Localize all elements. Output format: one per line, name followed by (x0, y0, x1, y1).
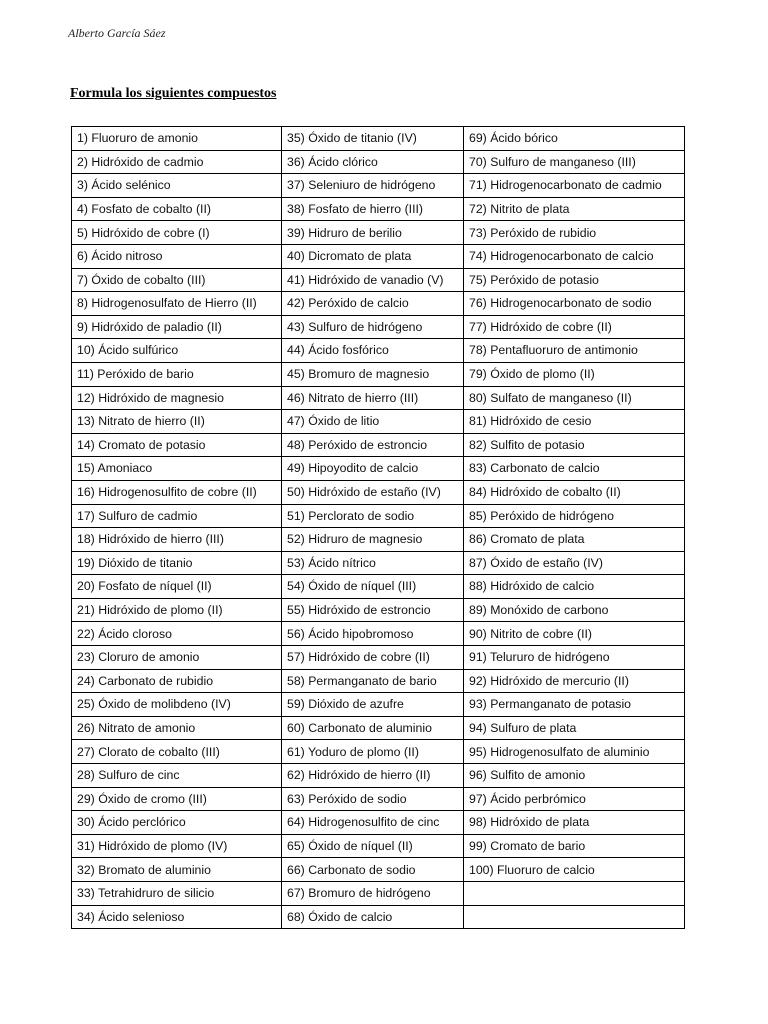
compound-cell: 64) Hidrogenosulfito de cinc (282, 811, 464, 835)
compound-cell: 47) Óxido de litio (282, 410, 464, 434)
author-name: Alberto García Sáez (68, 26, 166, 40)
compound-cell: 83) Carbonato de calcio (464, 457, 685, 481)
table-row (72, 362, 685, 386)
compound-cell: 46) Nitrato de hierro (III) (282, 386, 464, 410)
table-row (72, 244, 685, 268)
compound-cell: 99) Cromato de bario (464, 834, 685, 858)
compound-cell: 55) Hidróxido de estroncio (282, 598, 464, 622)
compound-cell (464, 905, 685, 929)
compound-cell: 75) Peróxido de potasio (464, 268, 685, 292)
compound-cell: 48) Peróxido de estroncio (282, 433, 464, 457)
compound-cell: 93) Permanganato de potasio (464, 693, 685, 717)
compound-cell: 49) Hipoyodito de calcio (282, 457, 464, 481)
compound-cell: 73) Peróxido de rubidio (464, 221, 685, 245)
table-row (72, 268, 685, 292)
table-row (72, 858, 685, 882)
compound-cell: 7) Óxido de cobalto (III) (72, 268, 282, 292)
compound-cell: 90) Nitrito de cobre (II) (464, 622, 685, 646)
compound-cell: 68) Óxido de calcio (282, 905, 464, 929)
table-row (72, 740, 685, 764)
compound-cell: 58) Permanganato de bario (282, 669, 464, 693)
table-row (72, 669, 685, 693)
table-row (72, 315, 685, 339)
compound-cell: 79) Óxido de plomo (II) (464, 362, 685, 386)
compound-cell: 17) Sulfuro de cadmio (72, 504, 282, 528)
table-row (72, 646, 685, 670)
compound-cell: 16) Hidrogenosulfito de cobre (II) (72, 480, 282, 504)
compound-cell: 63) Peróxido de sodio (282, 787, 464, 811)
compound-cell: 85) Peróxido de hidrógeno (464, 504, 685, 528)
compound-cell: 51) Perclorato de sodio (282, 504, 464, 528)
compound-cell: 57) Hidróxido de cobre (II) (282, 646, 464, 670)
table-row (72, 716, 685, 740)
table-row (72, 197, 685, 221)
compound-cell: 10) Ácido sulfúrico (72, 339, 282, 363)
compound-cell: 74) Hidrogenocarbonato de calcio (464, 244, 685, 268)
compound-cell: 20) Fosfato de níquel (II) (72, 575, 282, 599)
compound-cell: 15) Amoniaco (72, 457, 282, 481)
compound-cell: 39) Hidruro de berilio (282, 221, 464, 245)
table-row (72, 339, 685, 363)
compound-cell: 42) Peróxido de calcio (282, 292, 464, 316)
table-row (72, 622, 685, 646)
table-row (72, 905, 685, 929)
compound-cell: 25) Óxido de molibdeno (IV) (72, 693, 282, 717)
compound-cell: 19) Dióxido de titanio (72, 551, 282, 575)
table-row (72, 598, 685, 622)
compound-cell: 29) Óxido de cromo (III) (72, 787, 282, 811)
compound-cell: 5) Hidróxido de cobre (I) (72, 221, 282, 245)
compound-cell: 31) Hidróxido de plomo (IV) (72, 834, 282, 858)
compound-cell: 44) Ácido fosfórico (282, 339, 464, 363)
compounds-table-body (72, 127, 685, 929)
compound-cell: 61) Yoduro de plomo (II) (282, 740, 464, 764)
compound-cell: 95) Hidrogenosulfato de aluminio (464, 740, 685, 764)
compound-cell: 22) Ácido cloroso (72, 622, 282, 646)
compound-cell: 50) Hidróxido de estaño (IV) (282, 480, 464, 504)
compound-cell: 67) Bromuro de hidrógeno (282, 882, 464, 906)
compound-cell: 87) Óxido de estaño (IV) (464, 551, 685, 575)
table-row (72, 433, 685, 457)
compound-cell: 8) Hidrogenosulfato de Hierro (II) (72, 292, 282, 316)
table-row (72, 551, 685, 575)
compound-cell: 32) Bromato de aluminio (72, 858, 282, 882)
compound-cell: 82) Sulfito de potasio (464, 433, 685, 457)
compound-cell: 2) Hidróxido de cadmio (72, 150, 282, 174)
compound-cell: 81) Hidróxido de cesio (464, 410, 685, 434)
compound-cell: 76) Hidrogenocarbonato de sodio (464, 292, 685, 316)
compounds-table (71, 126, 685, 929)
table-row (72, 150, 685, 174)
compound-cell: 36) Ácido clórico (282, 150, 464, 174)
compound-cell: 53) Ácido nítrico (282, 551, 464, 575)
table-row (72, 127, 685, 151)
compound-cell: 43) Sulfuro de hidrógeno (282, 315, 464, 339)
compound-cell: 37) Seleniuro de hidrógeno (282, 174, 464, 198)
table-row (72, 457, 685, 481)
compound-cell: 56) Ácido hipobromoso (282, 622, 464, 646)
compound-cell: 84) Hidróxido de cobalto (II) (464, 480, 685, 504)
compound-cell: 80) Sulfato de manganeso (II) (464, 386, 685, 410)
table-row (72, 528, 685, 552)
compound-cell: 91) Telururo de hidrógeno (464, 646, 685, 670)
table-row (72, 292, 685, 316)
compound-cell: 77) Hidróxido de cobre (II) (464, 315, 685, 339)
compound-cell: 21) Hidróxido de plomo (II) (72, 598, 282, 622)
compound-cell: 45) Bromuro de magnesio (282, 362, 464, 386)
compound-cell: 33) Tetrahidruro de silicio (72, 882, 282, 906)
compound-cell: 62) Hidróxido de hierro (II) (282, 764, 464, 788)
compound-cell: 3) Ácido selénico (72, 174, 282, 198)
compound-cell: 98) Hidróxido de plata (464, 811, 685, 835)
compound-cell: 86) Cromato de plata (464, 528, 685, 552)
compound-cell: 78) Pentafluoruro de antimonio (464, 339, 685, 363)
table-row (72, 410, 685, 434)
compound-cell: 89) Monóxido de carbono (464, 598, 685, 622)
compound-cell: 100) Fluoruro de calcio (464, 858, 685, 882)
compound-cell: 60) Carbonato de aluminio (282, 716, 464, 740)
compound-cell: 11) Peróxido de bario (72, 362, 282, 386)
table-row (72, 174, 685, 198)
compound-cell: 54) Óxido de níquel (III) (282, 575, 464, 599)
compound-cell: 38) Fosfato de hierro (III) (282, 197, 464, 221)
table-row (72, 834, 685, 858)
compound-cell: 4) Fosfato de cobalto (II) (72, 197, 282, 221)
compound-cell: 27) Clorato de cobalto (III) (72, 740, 282, 764)
compound-cell: 65) Óxido de níquel (II) (282, 834, 464, 858)
compound-cell: 14) Cromato de potasio (72, 433, 282, 457)
table-row (72, 811, 685, 835)
compound-cell: 30) Ácido perclórico (72, 811, 282, 835)
compound-cell: 13) Nitrato de hierro (II) (72, 410, 282, 434)
compound-cell: 24) Carbonato de rubidio (72, 669, 282, 693)
compound-cell: 97) Ácido perbrómico (464, 787, 685, 811)
compound-cell: 96) Sulfito de amonio (464, 764, 685, 788)
compound-cell: 52) Hidruro de magnesio (282, 528, 464, 552)
compound-cell: 41) Hidróxido de vanadio (V) (282, 268, 464, 292)
compound-cell: 1) Fluoruro de amonio (72, 127, 282, 151)
compound-cell: 69) Ácido bórico (464, 127, 685, 151)
compound-cell: 66) Carbonato de sodio (282, 858, 464, 882)
compound-cell (464, 882, 685, 906)
compound-cell: 6) Ácido nitroso (72, 244, 282, 268)
compound-cell: 40) Dicromato de plata (282, 244, 464, 268)
table-row (72, 504, 685, 528)
compound-cell: 23) Cloruro de amonio (72, 646, 282, 670)
compound-cell: 35) Óxido de titanio (IV) (282, 127, 464, 151)
compound-cell: 88) Hidróxido de calcio (464, 575, 685, 599)
page-title: Formula los siguientes compuestos (70, 86, 277, 101)
compound-cell: 18) Hidróxido de hierro (III) (72, 528, 282, 552)
table-row (72, 787, 685, 811)
table-row (72, 386, 685, 410)
table-row (72, 882, 685, 906)
compound-cell: 9) Hidróxido de paladio (II) (72, 315, 282, 339)
compound-cell: 34) Ácido selenioso (72, 905, 282, 929)
table-row (72, 764, 685, 788)
compound-cell: 26) Nitrato de amonio (72, 716, 282, 740)
compound-cell: 28) Sulfuro de cinc (72, 764, 282, 788)
table-row (72, 480, 685, 504)
table-row (72, 221, 685, 245)
compound-cell: 94) Sulfuro de plata (464, 716, 685, 740)
compound-cell: 92) Hidróxido de mercurio (II) (464, 669, 685, 693)
compound-cell: 72) Nitrito de plata (464, 197, 685, 221)
compound-cell: 12) Hidróxido de magnesio (72, 386, 282, 410)
compound-cell: 71) Hidrogenocarbonato de cadmio (464, 174, 685, 198)
compound-cell: 70) Sulfuro de manganeso (III) (464, 150, 685, 174)
compound-cell: 59) Dióxido de azufre (282, 693, 464, 717)
table-row (72, 693, 685, 717)
table-row (72, 575, 685, 599)
